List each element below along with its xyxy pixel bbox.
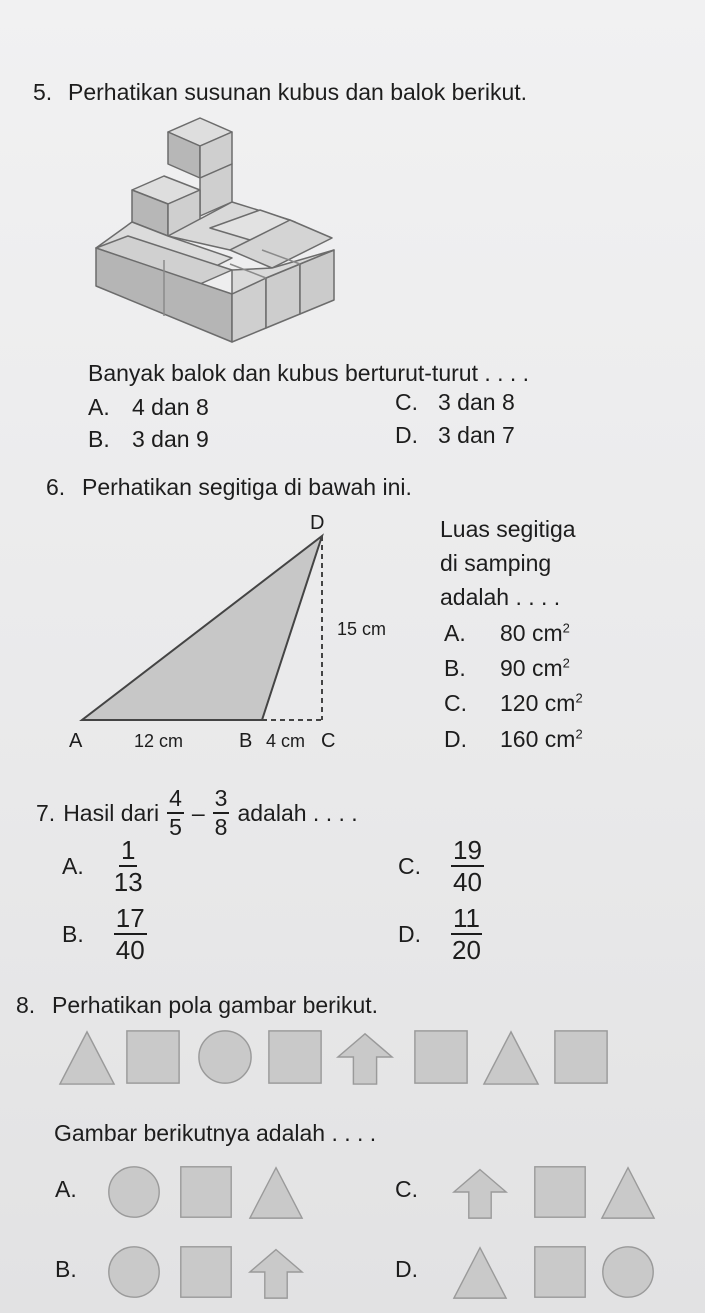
q5-option-d-letter[interactable]: D. [395,422,418,448]
q6-option-b-value: 90 $cm^2$ [500,655,570,681]
q7-operator: – [191,799,205,826]
q8-option-c-triangle [600,1164,656,1225]
q6-option-a[interactable] [444,620,570,647]
q6-option-d-letter: D. [444,726,467,752]
q7-option-d-fraction: $\frac{11}{20}$ [452,903,481,965]
q7-fraction-1: $\frac{4}{5}$ [169,785,182,840]
q7-option-c-letter: C. [398,852,421,879]
q8-option-a-triangle [248,1164,304,1225]
label-ab: 12 cm [134,731,184,751]
pattern-shape-5-arrow [336,1028,394,1091]
q5-option-a-letter[interactable]: A. [88,394,110,420]
q8-option-d-circle [600,1244,656,1305]
q7-fraction-2: $\frac{3}{8}$ [214,785,228,840]
q6-side-text-1: Luas segitiga [440,516,576,542]
q6-option-b-letter: B. [444,655,466,681]
q5-option-c-letter[interactable]: C. [395,389,418,415]
q5-option-d-text[interactable]: 3 dan 7 [438,422,515,448]
q6-instruction: Perhatikan segitiga di bawah ini. [82,474,412,500]
q8-question: Gambar berikutnya adalah . . . . [54,1120,377,1146]
q8-option-c-arrow [452,1164,508,1225]
q7-option-c[interactable] [398,832,484,900]
q6-option-c-value: 120 $cm^2$ [500,690,583,716]
q6-side-text-2: di samping [440,550,552,576]
pattern-shape-3-circle [196,1028,254,1091]
pattern-shape-7-triangle [482,1028,540,1091]
q8-option-a-circle [106,1164,162,1225]
q6-number: 6. [46,474,66,500]
q8-option-a-square [178,1164,234,1225]
pattern-shape-4-square [266,1028,324,1091]
q8-option-d-triangle [452,1244,508,1305]
q7-prefix: Hasil dari [63,799,160,826]
q7-option-c-fraction: $\frac{19}{40}$ [453,835,482,897]
pattern-shape-8-square [552,1028,610,1091]
label-dc: 15 cm [337,619,387,639]
q5-number: 5. [33,79,53,105]
q6-option-b[interactable] [444,655,570,682]
q8-option-a-letter[interactable]: A. [55,1176,77,1202]
q7-option-b[interactable] [62,900,147,968]
q7-option-d-letter: D. [398,920,421,947]
q7-number: 7. [36,799,56,826]
cube-block-figure [90,110,350,350]
triangle-abd [82,536,322,720]
q8-option-d-letter[interactable]: D. [395,1256,418,1282]
q5-option-a-text[interactable]: 4 dan 8 [132,394,209,420]
label-d: D [310,512,325,534]
q6-option-d-value: 160 $cm^2$ [500,726,583,752]
q6-side-text-3: adalah . . . . [440,584,561,610]
q7-option-d[interactable] [398,900,482,968]
q7-option-a-fraction: $\frac{1}{13}$ [113,835,143,897]
q6-option-a-letter: A. [444,620,466,646]
label-c: C [321,730,336,752]
q7-suffix: adalah . . . . [237,799,358,826]
pattern-shape-2-square [124,1028,182,1091]
q7-option-a-letter: A. [62,852,84,879]
q7-option-a[interactable] [62,832,143,900]
q8-option-b-square [178,1244,234,1305]
label-b: B [239,730,253,752]
q8-option-c-letter[interactable]: C. [395,1176,418,1202]
q5-question: Banyak balok dan kubus berturut-turut . . . . [88,360,530,386]
q6-option-c-letter: C. [444,690,467,716]
label-a: A [69,730,83,752]
pattern-shape-6-square [412,1028,470,1091]
q5-option-c-text[interactable]: 3 dan 8 [438,389,515,415]
q8-option-b-letter[interactable]: B. [55,1256,77,1282]
pattern-shape-1-triangle [58,1028,116,1091]
q8-option-c-square [532,1164,588,1225]
q7-option-b-fraction: $\frac{17}{40}$ [115,903,145,965]
q5-instruction: Perhatikan susunan kubus dan balok berikut. [68,79,528,105]
q7-option-b-letter: B. [62,920,84,947]
q8-instruction: Perhatikan pola gambar berikut. [52,992,379,1018]
q8-option-d-square [532,1244,588,1305]
q6-option-d[interactable] [444,726,583,753]
q8-number: 8. [16,992,36,1018]
triangle-figure [60,512,360,752]
q8-option-b-circle [106,1244,162,1305]
q6-option-a-value: 80 $cm^2$ [500,620,570,646]
q8-option-b-arrow [248,1244,304,1305]
q6-option-c[interactable] [444,690,583,717]
label-bc: 4 cm [266,731,306,751]
q5-option-b-text[interactable]: 3 dan 9 [132,426,209,452]
q5-option-b-letter[interactable]: B. [88,426,110,452]
